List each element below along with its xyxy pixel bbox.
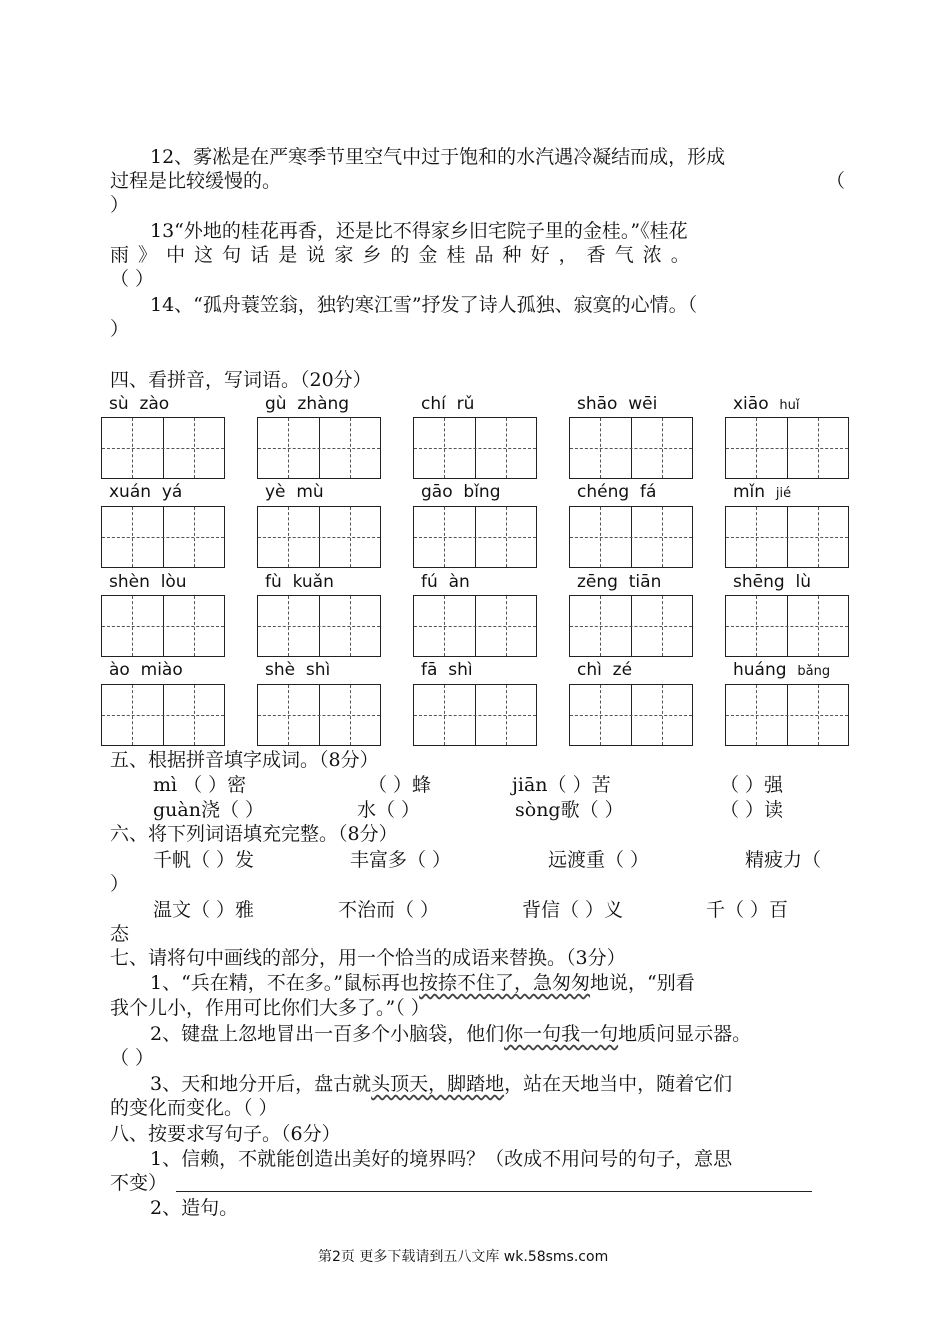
pinyin-syllable: zhàng bbox=[297, 394, 350, 414]
pinyin-syllable: zēng bbox=[577, 572, 618, 592]
tianzige-writing-box[interactable] bbox=[413, 417, 537, 479]
tianzige-writing-box[interactable] bbox=[569, 417, 693, 479]
sec5-r2-item3: sòng歌（ ） bbox=[515, 799, 624, 821]
tianzige-writing-box[interactable] bbox=[257, 506, 381, 568]
pinyin-syllable: zé bbox=[612, 660, 633, 680]
pinyin-label bbox=[109, 482, 182, 502]
pinyin-syllable: wēi bbox=[628, 394, 658, 414]
pinyin-syllable: bǎng bbox=[797, 664, 831, 679]
pinyin-syllable: chí bbox=[421, 394, 446, 414]
pinyin-label bbox=[733, 482, 791, 504]
pinyin-syllable: rǔ bbox=[456, 394, 475, 414]
sec8-q1-answer-line[interactable] bbox=[176, 1191, 812, 1192]
tianzige-writing-box[interactable] bbox=[569, 684, 693, 746]
pinyin-syllable: fú bbox=[421, 572, 438, 592]
tianzige-writing-box[interactable] bbox=[725, 417, 849, 479]
pinyin-syllable: shāo bbox=[577, 394, 618, 414]
pinyin-label bbox=[733, 394, 800, 416]
pinyin-label bbox=[109, 660, 183, 680]
pinyin-syllable: bǐng bbox=[463, 482, 501, 502]
q14-line1: 14、“孤舟蓑笠翁，独钓寒江雪”抒发了诗人孤独、寂寞的心情。（ bbox=[150, 294, 698, 316]
pinyin-label bbox=[421, 482, 501, 502]
sec8-title: 八、按要求写句子。（6分） bbox=[110, 1123, 341, 1145]
q12-open-paren: （ bbox=[826, 170, 846, 192]
q14-close-paren: ） bbox=[110, 318, 130, 340]
sec5-r1-item1: mì （ ）密 bbox=[153, 774, 247, 796]
pinyin-syllable: jié bbox=[775, 486, 792, 501]
sec7-q1-underlined: 按捺不住了，急匆匆 bbox=[419, 972, 591, 994]
sec6-r1-close: ） bbox=[110, 873, 130, 895]
tianzige-writing-box[interactable] bbox=[413, 595, 537, 657]
pinyin-syllable: xuán bbox=[109, 482, 152, 502]
pinyin-label bbox=[265, 482, 324, 502]
tianzige-writing-box[interactable] bbox=[257, 684, 381, 746]
pinyin-label bbox=[577, 394, 657, 414]
tianzige-writing-box[interactable] bbox=[101, 417, 225, 479]
pinyin-label bbox=[733, 660, 830, 682]
tianzige-writing-box[interactable] bbox=[101, 506, 225, 568]
sec5-title: 五、根据拼音填字成词。（8分） bbox=[110, 749, 379, 771]
pinyin-syllable: fā bbox=[421, 660, 438, 680]
pinyin-syllable: mǐn bbox=[733, 482, 766, 502]
pinyin-syllable: shè bbox=[265, 660, 296, 680]
q13-line1: 13“外地的桂花再香，还是比不得家乡旧宅院子里的金桂。”《桂花 bbox=[150, 220, 688, 242]
pinyin-syllable: shì bbox=[448, 660, 473, 680]
tianzige-writing-box[interactable] bbox=[413, 684, 537, 746]
sec7-q1-line1: 1、“兵在精，不在多。”鼠标再也按捺不住了，急匆匆地说，“别看 bbox=[150, 972, 695, 994]
sec6-r1-item4: 精疲力（ bbox=[745, 849, 822, 871]
sec5-r2-item1: guàn浇（ ） bbox=[153, 799, 265, 821]
pinyin-label bbox=[421, 660, 473, 680]
tianzige-writing-box[interactable] bbox=[725, 506, 849, 568]
sec6-r2-item4: 千（ ）百 bbox=[706, 899, 789, 921]
tianzige-writing-box[interactable] bbox=[413, 506, 537, 568]
tianzige-writing-box[interactable] bbox=[725, 684, 849, 746]
q12-line2: 过程是比较缓慢的。 bbox=[110, 170, 282, 192]
pinyin-label bbox=[265, 572, 334, 592]
sec7-title: 七、请将句中画线的部分，用一个恰当的成语来替换。（3分） bbox=[110, 947, 626, 969]
pinyin-syllable: chì bbox=[577, 660, 602, 680]
pinyin-syllable: sù bbox=[109, 394, 129, 414]
sec7-q2-line2: （ ） bbox=[110, 1047, 155, 1069]
sec5-r2-item4: （ ）读 bbox=[720, 799, 784, 821]
q13-line3: （ ） bbox=[110, 268, 155, 290]
q12-close-paren: ） bbox=[110, 194, 130, 216]
tianzige-writing-box[interactable] bbox=[725, 595, 849, 657]
pinyin-label bbox=[577, 572, 661, 592]
pinyin-label bbox=[577, 482, 656, 502]
pinyin-label bbox=[421, 394, 474, 414]
pinyin-syllable: tiān bbox=[628, 572, 662, 592]
sec6-r1-item2: 丰富多（ ） bbox=[350, 849, 452, 871]
pinyin-syllable: huáng bbox=[733, 660, 787, 680]
sec6-r2-item1: 温文（ ）雅 bbox=[153, 899, 255, 921]
sec6-r2-item2: 不治而（ ） bbox=[338, 899, 440, 921]
pinyin-syllable: lòu bbox=[160, 572, 187, 592]
sec6-r2-tail: 态 bbox=[110, 923, 130, 945]
pinyin-syllable: yè bbox=[265, 482, 286, 502]
pinyin-syllable: shì bbox=[305, 660, 331, 680]
pinyin-label bbox=[265, 660, 330, 680]
pinyin-syllable: gù bbox=[265, 394, 287, 414]
pinyin-syllable: mù bbox=[296, 482, 324, 502]
pinyin-syllable: fá bbox=[639, 482, 657, 502]
sec7-q3-line2: 的变化而变化。（ ） bbox=[110, 1097, 278, 1119]
pinyin-label bbox=[421, 572, 470, 592]
pinyin-syllable: miào bbox=[140, 660, 183, 680]
pinyin-syllable: shēng bbox=[733, 572, 785, 592]
sec6-r1-item1: 千帆（ ）发 bbox=[153, 849, 255, 871]
sec5-r1-item3: jiān（ ）苦 bbox=[512, 774, 611, 796]
pinyin-syllable: chéng bbox=[577, 482, 630, 502]
sec4-title: 四、看拼音，写词语。（20分） bbox=[110, 369, 372, 391]
pinyin-syllable: ào bbox=[109, 660, 130, 680]
pinyin-label bbox=[109, 394, 169, 414]
pinyin-syllable: yá bbox=[161, 482, 183, 502]
sec7-q2-line1: 2、键盘上忽地冒出一百多个小脑袋，他们你一句我一句地质问显示器。 bbox=[150, 1023, 752, 1045]
pinyin-label bbox=[109, 572, 187, 592]
sec5-r1-item2: （ ）蜂 bbox=[368, 774, 432, 796]
pinyin-syllable: xiāo bbox=[733, 394, 769, 414]
tianzige-writing-box[interactable] bbox=[257, 595, 381, 657]
pinyin-label bbox=[577, 660, 632, 680]
pinyin-syllable: fù bbox=[265, 572, 282, 592]
sec8-q1-line2: 不变） bbox=[110, 1172, 168, 1194]
tianzige-writing-box[interactable] bbox=[101, 595, 225, 657]
pinyin-syllable: shèn bbox=[109, 572, 150, 592]
pinyin-syllable: àn bbox=[448, 572, 470, 592]
sec7-q2-underlined: 你一句我一句 bbox=[504, 1023, 619, 1045]
pinyin-label bbox=[265, 394, 349, 414]
sec5-r1-item4: （ ）强 bbox=[720, 774, 784, 796]
pinyin-syllable: huǐ bbox=[779, 398, 800, 413]
q13-line2: 雨 》 中 这 句 话 是 说 家 乡 的 金 桂 品 种 好 ， 香 气 浓 。 bbox=[110, 244, 690, 266]
sec5-r2-item2: 水（ ） bbox=[357, 799, 421, 821]
sec7-q1-line2: 我个儿小，作用可比你们大多了。”（ ） bbox=[110, 997, 430, 1019]
pinyin-syllable: lù bbox=[795, 572, 811, 592]
pinyin-syllable: gāo bbox=[421, 482, 453, 502]
tianzige-writing-box[interactable] bbox=[569, 506, 693, 568]
sec6-r2-item3: 背信（ ）义 bbox=[522, 899, 624, 921]
sec7-q3-line1: 3、天和地分开后，盘古就头顶天，脚踏地，站在天地当中，随着它们 bbox=[150, 1073, 733, 1095]
pinyin-label bbox=[733, 572, 811, 592]
tianzige-writing-box[interactable] bbox=[101, 684, 225, 746]
tianzige-writing-box[interactable] bbox=[257, 417, 381, 479]
pinyin-syllable: kuǎn bbox=[292, 572, 334, 592]
sec6-r1-item3: 远渡重（ ） bbox=[548, 849, 650, 871]
sec6-title: 六、将下列词语填充完整。（8分） bbox=[110, 823, 398, 845]
sec7-q3-underlined: 头顶天，脚踏地 bbox=[371, 1073, 505, 1095]
page-footer: 第2页 更多下载请到五八文库 wk.58sms.com bbox=[318, 1249, 609, 1265]
sec8-q2: 2、造句。 bbox=[150, 1197, 239, 1219]
pinyin-syllable: zào bbox=[139, 394, 170, 414]
tianzige-writing-box[interactable] bbox=[569, 595, 693, 657]
q12-line1: 12、雾凇是在严寒季节里空气中过于饱和的水汽遇冷凝结而成，形成 bbox=[150, 146, 726, 168]
sec8-q1-line1: 1、信赖，不就能创造出美好的境界吗？（改成不用问号的句子，意思 bbox=[150, 1148, 733, 1170]
